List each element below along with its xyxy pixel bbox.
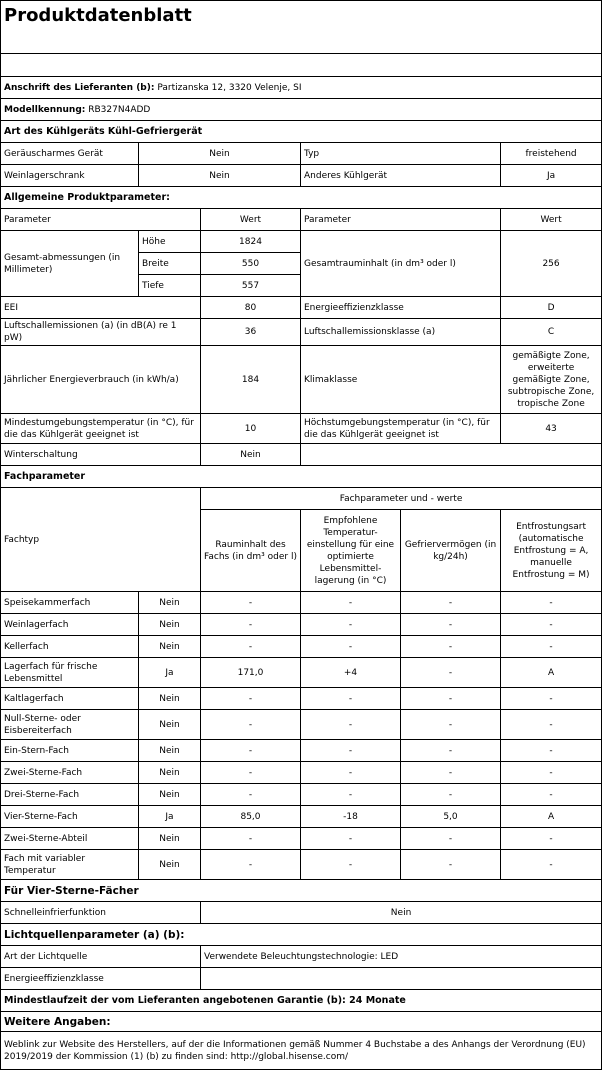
compartment-freezing-capacity: - <box>401 762 501 784</box>
compartment-row <box>1 850 602 880</box>
model-label: Modellkennung: <box>4 104 86 115</box>
compartment-volume: - <box>201 762 301 784</box>
compartment-name: Kellerfach <box>1 636 139 658</box>
compartment-defrost: - <box>501 784 602 806</box>
param-value: C <box>501 319 602 346</box>
param-label: Jährlicher Energieverbrauch (in kWh/a) <box>1 346 201 414</box>
compartment-volume: 85,0 <box>201 806 301 828</box>
dimension-label: Höhe <box>139 231 201 253</box>
compartment-name: Lagerfach für frische Lebensmittel <box>1 658 139 688</box>
compartment-freezing-capacity: - <box>401 658 501 688</box>
winter-value: Nein <box>201 444 301 466</box>
compartment-defrost: - <box>501 592 602 614</box>
compartment-temperature: - <box>301 784 401 806</box>
compartment-volume: - <box>201 784 301 806</box>
param-value: 43 <box>501 414 602 444</box>
compartment-defrost: - <box>501 636 602 658</box>
compartment-temperature: +4 <box>301 658 401 688</box>
param-label: EEI <box>1 297 201 319</box>
compartment-row <box>1 614 602 636</box>
general-heading: Allgemeine Produktparameter: <box>1 187 602 209</box>
model-value: RB327N4ADD <box>88 104 151 115</box>
compartment-header: Rauminhalt des Fachs (in dm³ oder l) <box>201 510 301 592</box>
compartment-row <box>1 740 602 762</box>
compartment-present: Nein <box>139 850 201 880</box>
param-value: 10 <box>201 414 301 444</box>
compartment-volume: - <box>201 636 301 658</box>
compartment-name: Kaltlagerfach <box>1 688 139 710</box>
compartment-row <box>1 784 602 806</box>
compartment-name: Fach mit variabler Temperatur <box>1 850 139 880</box>
light-type-label: Art der Lichtquelle <box>1 946 201 968</box>
compartment-defrost: - <box>501 828 602 850</box>
dimension-value: 550 <box>201 253 301 275</box>
compartment-row <box>1 710 602 740</box>
compartment-volume: - <box>201 828 301 850</box>
compartment-temperature: - <box>301 828 401 850</box>
param-value: D <box>501 297 602 319</box>
compartment-present: Ja <box>139 658 201 688</box>
compartment-volume: - <box>201 592 301 614</box>
column-header: Wert <box>501 209 602 231</box>
compartment-present: Nein <box>139 828 201 850</box>
compartment-freezing-capacity: - <box>401 592 501 614</box>
climate-class-value: gemäßigte Zone, erweiterte gemäßigte Zone, subtropische Zone, tropische Zone <box>501 346 602 414</box>
appliance-type: Art des Kühlgeräts Kühl-Gefriergerät <box>1 121 602 143</box>
type-row-label: Anderes Kühlgerät <box>301 165 501 187</box>
compartment-name: Ein-Stern-Fach <box>1 740 139 762</box>
dimension-value: 1824 <box>201 231 301 253</box>
compartment-present: Nein <box>139 784 201 806</box>
compartment-freezing-capacity: 5,0 <box>401 806 501 828</box>
compartment-temperature: - <box>301 740 401 762</box>
further-heading: Weitere Angaben: <box>1 1012 602 1032</box>
compartment-defrost: - <box>501 688 602 710</box>
compartment-group-header: Fachparameter und - werte <box>201 488 602 510</box>
type-row-label: Geräuscharmes Gerät <box>1 143 139 165</box>
compartment-volume: - <box>201 688 301 710</box>
four-star-heading: Für Vier-Sterne-Fächer <box>1 880 602 902</box>
compartment-name: Vier-Sterne-Fach <box>1 806 139 828</box>
compartment-temperature: - <box>301 762 401 784</box>
compartment-freezing-capacity: - <box>401 636 501 658</box>
compartment-row <box>1 592 602 614</box>
compartment-freezing-capacity: - <box>401 710 501 740</box>
compartment-row <box>1 828 602 850</box>
column-header: Wert <box>201 209 301 231</box>
empty-cell <box>301 444 602 466</box>
fast-freeze-label: Schnelleinfrierfunktion <box>1 902 201 924</box>
supplier-row <box>1 77 602 99</box>
param-value: 80 <box>201 297 301 319</box>
compartment-row <box>1 688 602 710</box>
param-label: Energieeffizienzklasse <box>301 297 501 319</box>
compartment-present: Nein <box>139 688 201 710</box>
column-header: Parameter <box>301 209 501 231</box>
compartment-row <box>1 762 602 784</box>
compartment-header: Gefriervermögen (in kg/24h) <box>401 510 501 592</box>
dimension-label: Tiefe <box>139 275 201 297</box>
light-class-label: Energieeffizienzklasse <box>1 968 201 990</box>
blank-row <box>1 54 602 77</box>
compartment-present: Ja <box>139 806 201 828</box>
compartment-volume: - <box>201 740 301 762</box>
light-type-value: Verwendete Beleuchtungstechnologie: LED <box>201 946 602 968</box>
fast-freeze-value: Nein <box>201 902 602 924</box>
further-text: Weblink zur Website des Herstellers, auf der die Informationen gemäß Nummer 4 Buchstabe a des Anhangs der Verordnung (EU) 2019/2019 der Kommission (1) (b) zu finden sind: http://global.hisense.com/ <box>1 1032 602 1070</box>
model-row <box>1 99 602 121</box>
dimension-value: 557 <box>201 275 301 297</box>
warranty: Mindestlaufzeit der vom Lieferanten angebotenen Garantie (b): 24 Monate <box>1 990 602 1012</box>
volume-value: 256 <box>501 231 602 297</box>
compartment-type-header: Fachtyp <box>1 488 201 592</box>
param-label: Luftschallemissionsklasse (a) <box>301 319 501 346</box>
compartment-temperature: - <box>301 850 401 880</box>
compartment-volume: - <box>201 850 301 880</box>
column-header: Parameter <box>1 209 201 231</box>
winter-label: Winterschaltung <box>1 444 201 466</box>
compartments-heading: Fachparameter <box>1 466 602 488</box>
light-class-value <box>201 968 602 990</box>
compartment-defrost: - <box>501 850 602 880</box>
compartment-defrost: - <box>501 614 602 636</box>
compartment-present: Nein <box>139 740 201 762</box>
compartment-name: Zwei-Sterne-Abteil <box>1 828 139 850</box>
compartment-name: Drei-Sterne-Fach <box>1 784 139 806</box>
compartment-name: Zwei-Sterne-Fach <box>1 762 139 784</box>
param-label: Höchstumgebungstemperatur (in °C), für die das Kühlgerät geeignet ist <box>301 414 501 444</box>
param-value: 184 <box>201 346 301 414</box>
compartment-present: Nein <box>139 592 201 614</box>
param-label: Luftschallemissionen (a) (in dB(A) re 1 pW) <box>1 319 201 346</box>
compartment-present: Nein <box>139 636 201 658</box>
compartment-present: Nein <box>139 614 201 636</box>
compartment-header: Empfohlene Temperatur-einstellung für eine optimierte Lebensmittel-lagerung (in °C) <box>301 510 401 592</box>
compartment-name: Speisekammerfach <box>1 592 139 614</box>
compartment-defrost: A <box>501 806 602 828</box>
page-title: Produktdatenblatt <box>1 1 602 54</box>
compartment-defrost: - <box>501 762 602 784</box>
compartment-rows <box>1 592 602 880</box>
compartment-defrost: - <box>501 740 602 762</box>
type-row-label: Weinlagerschrank <box>1 165 139 187</box>
compartment-row <box>1 658 602 688</box>
compartment-temperature: - <box>301 592 401 614</box>
supplier-label: Anschrift des Lieferanten (b): <box>4 82 155 93</box>
compartment-present: Nein <box>139 762 201 784</box>
dimension-label: Breite <box>139 253 201 275</box>
compartment-present: Nein <box>139 710 201 740</box>
compartment-temperature: - <box>301 636 401 658</box>
compartment-row <box>1 636 602 658</box>
volume-label: Gesamtrauminhalt (in dm³ oder l) <box>301 231 501 297</box>
compartment-freezing-capacity: - <box>401 688 501 710</box>
compartment-freezing-capacity: - <box>401 828 501 850</box>
compartment-volume: - <box>201 710 301 740</box>
compartment-temperature: -18 <box>301 806 401 828</box>
compartment-defrost: A <box>501 658 602 688</box>
type-row-value: Nein <box>139 143 301 165</box>
compartment-freezing-capacity: - <box>401 614 501 636</box>
compartment-header: Entfrostungsart (automatische Entfrostung = A, manuelle Entfrostung = M) <box>501 510 602 592</box>
type-row-value: Nein <box>139 165 301 187</box>
compartment-defrost: - <box>501 710 602 740</box>
compartment-freezing-capacity: - <box>401 784 501 806</box>
compartment-temperature: - <box>301 614 401 636</box>
param-label: Klimaklasse <box>301 346 501 414</box>
light-heading: Lichtquellenparameter (a) (b): <box>1 924 602 946</box>
compartment-freezing-capacity: - <box>401 740 501 762</box>
type-row-value: Ja <box>501 165 602 187</box>
compartment-freezing-capacity: - <box>401 850 501 880</box>
compartment-volume: - <box>201 614 301 636</box>
supplier-value: Partizanska 12, 3320 Velenje, SI <box>157 82 302 93</box>
compartment-volume: 171,0 <box>201 658 301 688</box>
compartment-temperature: - <box>301 710 401 740</box>
compartment-name: Weinlagerfach <box>1 614 139 636</box>
dimensions-label: Gesamt-abmessungen (in Millimeter) <box>1 231 139 297</box>
compartment-name: Null-Sterne- oder Eisbereiterfach <box>1 710 139 740</box>
type-row-label: Typ <box>301 143 501 165</box>
param-label: Mindestumgebungstemperatur (in °C), für die das Kühlgerät geeignet ist <box>1 414 201 444</box>
type-row-value: freistehend <box>501 143 602 165</box>
compartment-row <box>1 806 602 828</box>
param-value: 36 <box>201 319 301 346</box>
compartment-temperature: - <box>301 688 401 710</box>
